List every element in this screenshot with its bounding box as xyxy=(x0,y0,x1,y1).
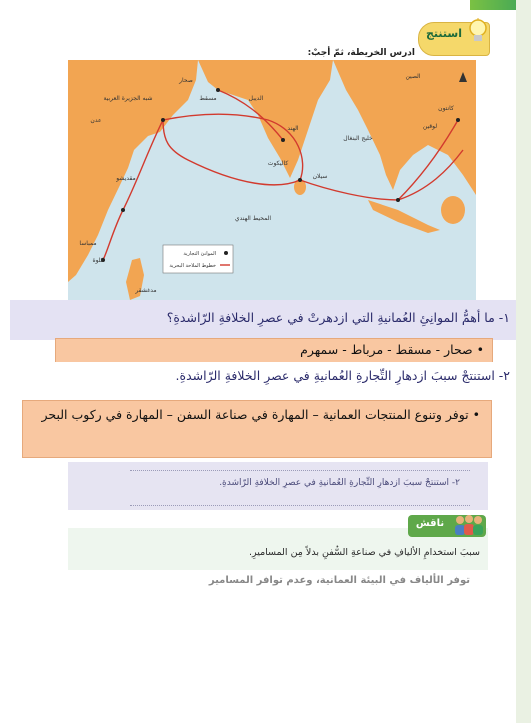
group-people-icon xyxy=(452,512,486,538)
indian-ocean-trade-map xyxy=(68,60,476,300)
map-label-sri-lanka: سيلان xyxy=(312,173,328,180)
map-label-mombasa: ممباسا xyxy=(79,240,97,247)
map-label-madagascar: مدغشقر xyxy=(135,287,157,294)
answer1-text: • صحار - مسقط - مرباط - سمهرم xyxy=(300,342,484,357)
lightbulb-icon xyxy=(468,18,488,44)
map-label-china: الصين xyxy=(405,73,421,80)
map-label-calicut: كاليكوت xyxy=(267,160,289,167)
page-edge-stripe xyxy=(516,0,531,723)
dotted-divider-top xyxy=(130,470,470,471)
map-label-kilwa: كلوة xyxy=(92,257,104,264)
answer2-text: • توفر وتنوع المنتجات العمانية – المهارة في صناعة السفن – المهارة في ركوب البحر xyxy=(41,407,480,422)
top-strip xyxy=(68,0,488,14)
discuss-title: ناقش xyxy=(415,518,445,529)
map-label-aden: عدن xyxy=(90,117,102,124)
answer1-value: صحار - مسقط - مرباط - سمهرم xyxy=(300,342,473,357)
map-label-luqin: لوقين xyxy=(422,123,438,130)
faded-question-text: ٢- استنتجْ سببَ ازدهارِ التِّجارةِ العُمانيةِ في عصرِ الخلافةِ الرّاشدةِ. xyxy=(219,478,460,488)
borneo-land xyxy=(441,196,465,224)
legend-ports: الموانئ التجارية xyxy=(183,251,216,257)
map-label-muscat: مسقط xyxy=(199,95,217,102)
map-label-sohar: صحار xyxy=(179,77,193,84)
map-label-india: الهند xyxy=(287,125,299,132)
question2-text: ٢- استنتجْ سببَ ازدهارِ التِّجارةِ العُمانيةِ في عصرِ الخلافةِ الرّاشدةِ. xyxy=(175,368,510,383)
map-label-arabian-peninsula: شبه الجزيرة العربية xyxy=(103,95,153,102)
discuss-question: سببَ استخدامِ الأليافِ في صناعةِ السُّفنِ بدلاً مِن المساميرِ. xyxy=(248,547,480,558)
dotted-divider-bottom xyxy=(130,505,470,506)
map-label-bay-of-bengal: خليج البنغال xyxy=(343,135,373,142)
map-label-dibal: الديبل xyxy=(248,95,264,102)
map-label-indian-ocean: المحيط الهندي xyxy=(234,215,272,222)
map-legend xyxy=(163,245,233,273)
question1-text: ١- ما أهمُّ الموانِئِ العُمانيةِ التي ازدهرتْ في عصرِ الخلافةِ الرّاشدةِ؟ xyxy=(166,310,510,325)
discuss-answer: توفر الألياف في البيئة العمانية، وعدم توافر المسامير xyxy=(208,575,470,586)
deduce-badge-label: استنتج xyxy=(426,27,462,40)
legend-routes: خطوط الملاحة البحرية xyxy=(169,263,216,269)
map-label-canton: كانتون xyxy=(438,105,454,112)
map-label-mogadishu: مقديشو xyxy=(116,175,136,182)
answer2-value: توفر وتنوع المنتجات العمانية – المهارة في صناعة السفن – المهارة في ركوب البحر xyxy=(41,407,469,422)
instruction-text: ادرس الخريطة، ثمّ أجبْ: xyxy=(307,48,415,58)
